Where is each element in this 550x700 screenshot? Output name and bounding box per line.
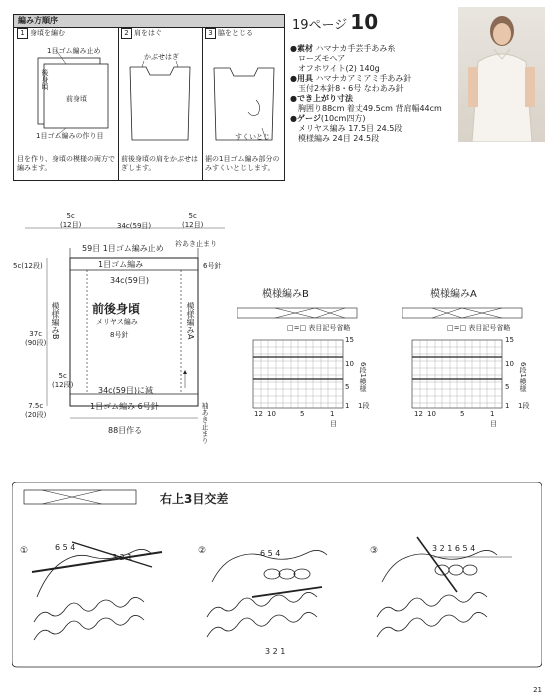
dim-bottom: 7.5c (20段) (25, 402, 47, 419)
cable-step-2-nums: 6 5 4 (260, 549, 281, 558)
dim-left-top: 5c(12段) (13, 262, 43, 270)
chart-a-row-15: 15 (505, 336, 514, 344)
dim-top-width: 34c(59目) (117, 222, 152, 230)
step-3-desc: 裾の1目ゴム編み部分のみすくいとじします。 (205, 155, 280, 172)
pattern-a-label: 模様編みA (186, 302, 195, 340)
chart-b-col: 1 (330, 410, 335, 418)
body-stitch: メリヤス編み (96, 318, 138, 326)
cable-step-2-num: ② (198, 546, 207, 556)
front-body-label: 前身頃 (66, 95, 87, 103)
chart-a-title: 模様編みA (430, 289, 477, 300)
bind-off-note: 1目ゴム編み止め (47, 47, 101, 55)
chart-a-col: 12 (414, 410, 423, 418)
inner-bottom-width: 34c(59目)に減 (98, 386, 153, 395)
process-title: 編み方順序 (18, 16, 58, 25)
cable-diagram-frame (12, 482, 542, 672)
step-1-header: 1 身頃を編む (17, 28, 65, 39)
cable-step-3-nums: 3 2 1 6 5 4 (432, 544, 476, 553)
dim-top-right: 5c (12目) (182, 212, 204, 229)
model-figure (458, 7, 545, 142)
materials-list: ●素材 ハマナカ手芸手あみ糸 ローズモヘア オフホワイト(2) 140g ●用具 ハマナカアミアミ手あみ針 玉付2本針8・6号 なわあみ針 ●でき上がり寸法 胸囲り88cm 着丈49.5cm 背肩幅44cm ●ゲージ(10cm四方) メリヤス編み 17.5目 24.5段 模様編み 24目 24.5段 (290, 44, 442, 143)
bind-off-label: 59目 1目ゴム編み止め (82, 244, 164, 253)
cable-step-1-num: ① (20, 546, 29, 556)
chart-b-col: 12 (254, 410, 263, 418)
page-header (292, 10, 378, 34)
cable-title: 右上3目交差 (160, 492, 229, 506)
column-divider (202, 27, 203, 180)
cable-step-3-num: ③ (370, 546, 379, 556)
chart-b-row-15: 15 (345, 336, 354, 344)
dim-low: 5c (12段) (52, 372, 74, 389)
shoulder-seam-note: かぶせはぎ (144, 53, 179, 61)
side-seam-note: すくいとじ (235, 133, 270, 141)
column-divider (118, 27, 119, 180)
cast-on-label: 88目作る (108, 426, 143, 435)
chart-b-row-1: 1 (345, 402, 350, 410)
item-number: 10 (350, 10, 379, 34)
chart-b-title: 模様編みB (262, 289, 309, 300)
chart-b-row-10: 10 (345, 360, 354, 368)
chart-b-repeat: 6段1模様 (359, 362, 367, 392)
neck-opening-label: 衿あき止まり (175, 240, 217, 248)
chart-b-col: 5 (300, 410, 305, 418)
rib-bottom-label: 1目ゴム編み 6号針 (90, 402, 159, 411)
chart-a-row-label: 1段 (518, 402, 530, 410)
chart-a-row-5: 5 (505, 383, 510, 391)
inner-top-width: 34c(59目) (110, 276, 149, 285)
chart-a-row-1: 1 (505, 402, 510, 410)
chart-a-col: 1 (490, 410, 495, 418)
chart-b-col-unit: 目 (330, 420, 337, 428)
step-3-diagram (204, 50, 284, 145)
side-opening-label: 袖あき止まり (201, 402, 209, 444)
cable-step-2-bottom-nums: 3 2 1 (265, 647, 286, 656)
process-header (14, 15, 284, 28)
cable-step-2 (207, 550, 327, 637)
process-box (13, 14, 285, 181)
page-ref: 19ページ (292, 18, 348, 33)
body-title: 前後身頃 (92, 302, 141, 316)
cable-step-1-left-nums: 6 5 4 (55, 543, 76, 552)
chart-a-col: 5 (460, 410, 465, 418)
rib-top-label: 1目ゴム編み (98, 260, 144, 269)
chart-a-col-unit: 目 (490, 420, 497, 428)
dim-top-left: 5c (12目) (60, 212, 82, 229)
chart-b-row-label: 1段 (358, 402, 370, 410)
pattern-b-label: 模様編みB (51, 302, 60, 340)
chart-b-legend: □=□ 表目記号省略 (287, 324, 351, 332)
back-body-label: 後身頃 (41, 69, 49, 90)
step-3-header: 3 脇をとじる (205, 28, 253, 39)
chart-a-legend: □=□ 表目記号省略 (447, 324, 511, 332)
chart-a-col: 10 (427, 410, 436, 418)
cable-step-1 (32, 542, 162, 640)
cast-on-note: 1目ゴム編みの作り目 (36, 132, 104, 140)
model-photo (458, 7, 545, 142)
chart-a-row-10: 10 (505, 360, 514, 368)
chart-b-row-5: 5 (345, 383, 350, 391)
chart-a-repeat: 6段1模様 (519, 362, 527, 392)
step-1-desc: 目を作り、身頃の模様の両方で編みます。 (17, 155, 115, 172)
page-number: 21 (533, 686, 542, 694)
body-needle: 8号針 (110, 331, 129, 339)
chart-b-col: 10 (267, 410, 276, 418)
step-2-desc: 前後身頃の肩をかぶせはぎします。 (121, 155, 198, 172)
cable-step-1-right-nums: 3 2 1 (112, 553, 133, 562)
step-2-diagram (120, 55, 200, 150)
step-2-header: 2 肩をはぐ (121, 28, 162, 39)
needle-top-label: 6号針 (203, 262, 222, 270)
dim-height: 37c (90段) (25, 330, 47, 347)
